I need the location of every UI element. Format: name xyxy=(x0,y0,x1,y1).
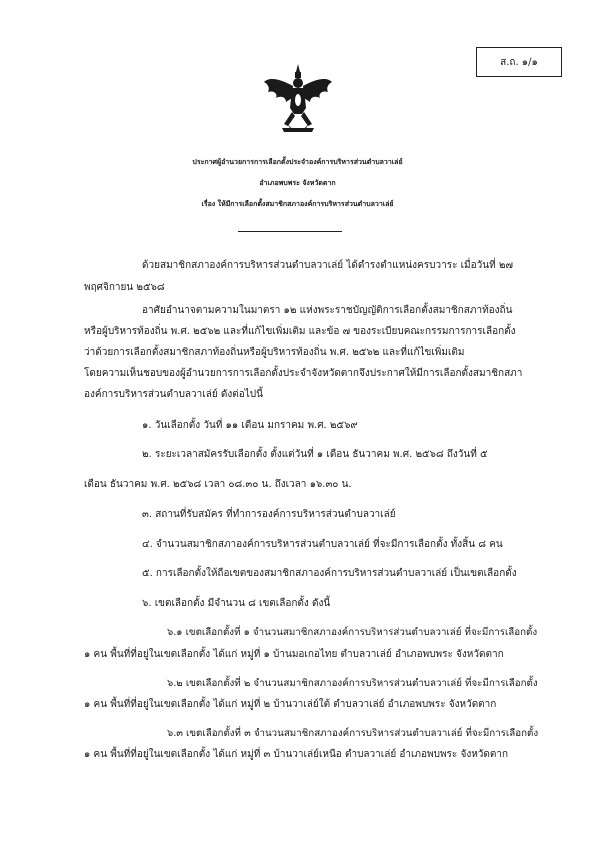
district-2-line-2: ๑ คน พื้นที่ที่อยู่ในเขตเลือกตั้ง ได้แก่ หมู่ที่ ๒ บ้านวาเล่ย์ใต้ ตำบลวาเล่ย์ อำเภอพบพระ จังหวัดตาก xyxy=(84,699,497,710)
district-1-line-2: ๑ คน พื้นที่ที่อยู่ในเขตเลือกตั้ง ได้แก่ หมู่ที่ ๑ บ้านมอเกอไทย ตำบลวาเล่ย์ อำเภอพบพระ จังหวัดตาก xyxy=(84,649,504,660)
district-3-line-2: ๑ คน พื้นที่ที่อยู่ในเขตเลือกตั้ง ได้แก่ หมู่ที่ ๓ บ้านวาเล่ย์เหนือ ตำบลวาเล่ย์ อำเภอพบพระ จังหวัดตาก xyxy=(84,749,509,760)
authority-line-2: หรือผู้บริหารท้องถิ่น พ.ศ. ๒๕๖๒ และที่แก้ไขเพิ่มเติม และข้อ ๗ ของระเบียบคณะกรรมการการเลือกตั้ง xyxy=(84,326,516,337)
form-code-box: ส.ถ. ๑/๑ xyxy=(476,47,562,77)
item-3-application-venue: ๓. สถานที่รับสมัคร ที่ทำการองค์การบริหารส่วนตำบลวาเล่ย์ xyxy=(142,509,396,520)
district-2-line-1: ๖.๒ เขตเลือกตั้งที่ ๒ จำนวนสมาชิกสภาองค์การบริหารส่วนตำบลวาเล่ย์ ที่จะมีการเลือกตั้ง xyxy=(167,678,538,689)
divider xyxy=(238,231,342,232)
authority-line-1: อาศัยอำนาจตามความในมาตรา ๑๒ แห่งพระราชบัญญัติการเลือกตั้งสมาชิกสภาท้องถิ่น xyxy=(142,305,513,316)
intro-line-1: ด้วยสมาชิกสภาองค์การบริหารส่วนตำบลวาเล่ย์ ได้ดำรงตำแหน่งครบวาระ เมื่อวันที่ ๒๗ xyxy=(142,260,513,271)
authority-line-4: โดยความเห็นชอบของผู้อำนวยการการเลือกตั้งประจำจังหวัดตากจึงประกาศให้มีการเลือกตั้งสมาชิกสภา xyxy=(84,368,523,379)
authority-line-5: องค์การบริหารส่วนตำบลวาเล่ย์ ดังต่อไปนี้ xyxy=(84,389,263,400)
district-1-line-1: ๖.๑ เขตเลือกตั้งที่ ๑ จำนวนสมาชิกสภาองค์การบริหารส่วนตำบลวาเล่ย์ ที่จะมีการเลือกตั้ง xyxy=(167,627,538,638)
item-4-member-count: ๔. จำนวนสมาชิกสภาองค์การบริหารส่วนตำบลวาเล่ย์ ที่จะมีการเลือกตั้ง ทั้งสิ้น ๘ คน xyxy=(142,539,503,550)
item-1-election-date: ๑. วันเลือกตั้ง วันที่ ๑๑ เดือน มกราคม พ.ศ. ๒๕๖๙ xyxy=(142,420,358,431)
item-5-constituency-basis: ๕. การเลือกตั้งให้ถือเขตของสมาชิกสภาองค์การบริหารส่วนตำบลวาเล่ย์ เป็นเขตเลือกตั้ง xyxy=(142,568,517,579)
item-2-application-period: ๒. ระยะเวลาสมัครรับเลือกตั้ง ตั้งแต่วันที่ ๑ เดือน ธันวาคม พ.ศ. ๒๕๖๘ ถึงวันที่ ๕ xyxy=(142,449,488,460)
intro-line-2: พฤศจิกายน ๒๕๖๘ xyxy=(84,282,165,293)
announcement-title: ประกาศผู้อำนวยการการเลือกตั้งประจำองค์การบริหารส่วนตำบลวาเล่ย์ xyxy=(192,157,403,166)
garuda-emblem-icon xyxy=(262,62,334,142)
authority-line-3: ว่าด้วยการเลือกตั้งสมาชิกสภาท้องถิ่นหรือผู้บริหารท้องถิ่น พ.ศ. ๒๕๖๒ และที่แก้ไขเพิ่มเติม xyxy=(84,347,465,358)
district-3-line-1: ๖.๓ เขตเลือกตั้งที่ ๓ จำนวนสมาชิกสภาองค์การบริหารส่วนตำบลวาเล่ย์ ที่จะมีการเลือกตั้ง xyxy=(167,728,539,739)
item-6-constituency-count: ๖. เขตเลือกตั้ง มีจำนวน ๘ เขตเลือกตั้ง ดังนี้ xyxy=(142,598,331,609)
item-2-application-period-cont: เดือน ธันวาคม พ.ศ. ๒๕๖๘ เวลา ๐๘.๓๐ น. ถึงเวลา ๑๖.๓๐ น. xyxy=(84,479,352,490)
district-province: อำเภอพบพระ จังหวัดตาก xyxy=(259,178,336,187)
subject-line: เรื่อง ให้มีการเลือกตั้งสมาชิกสภาองค์การบริหารส่วนตำบลวาเล่ย์ xyxy=(201,199,394,208)
